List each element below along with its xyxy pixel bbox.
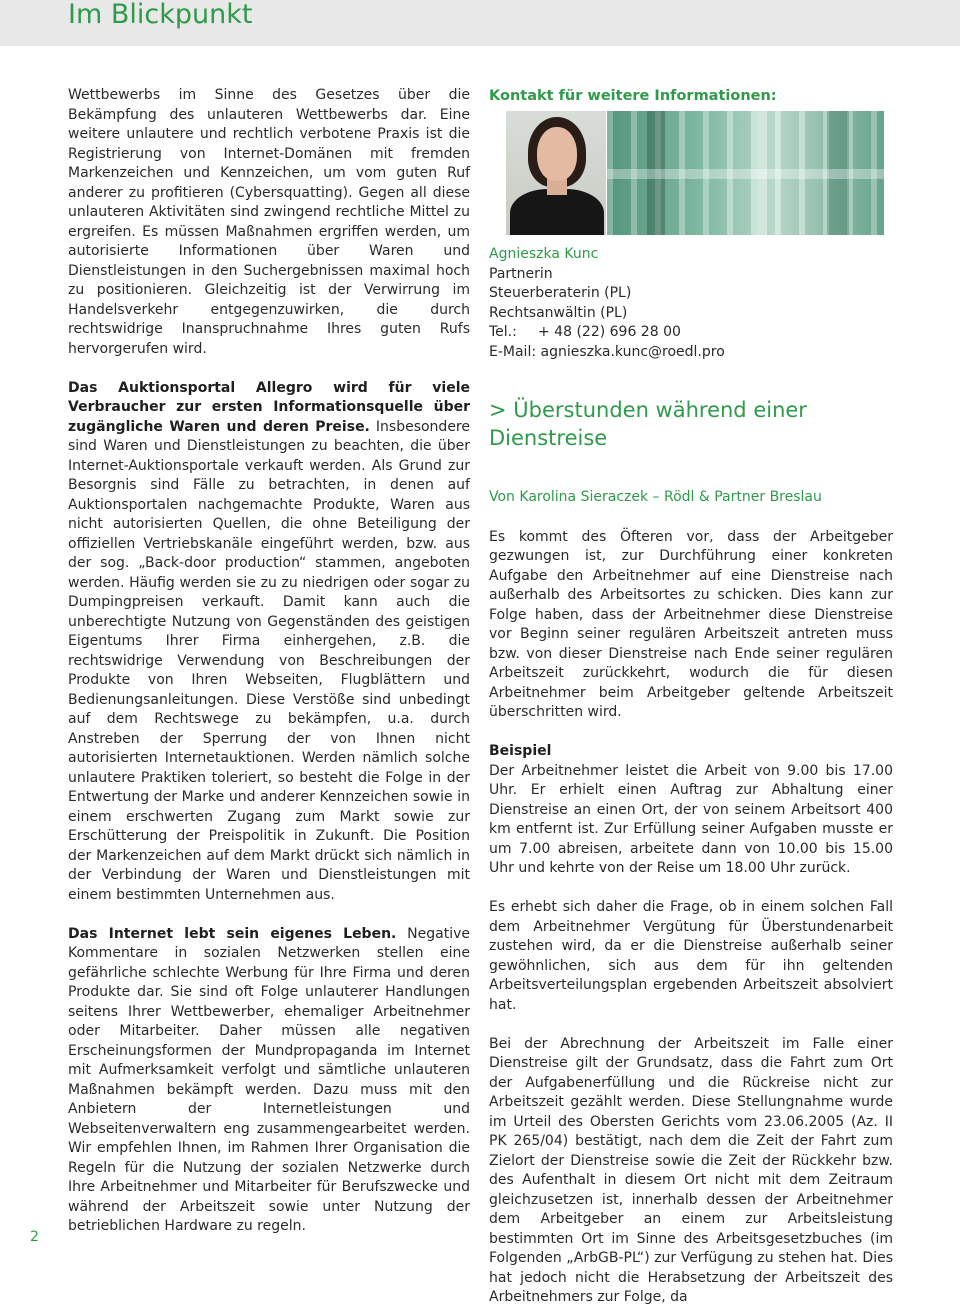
phone-value: + 48 (22) 696 28 00 <box>538 324 681 340</box>
paragraph: Es kommt des Öfteren vor, dass der Arbeitgeber gezwungen ist, zur Durchführung einer konkreten Aufgabe den Arbeitnehmer auf eine Dienstreise nach außerhalb des Arbeitsortes zu schicken. Dies kann zur Folge haben, dass der Arbeitnehmer diese Dienstreise vor Beginn seiner regulären Arbeitszeit antreten muss bzw. von dieser Dienstreise nach Ende seiner regulären Arbeitszeit zurückkehrt, wodurch die für diesen Arbeitnehmer beim Arbeitgeber geltende Arbeitszeit überschritten wird. <box>489 528 893 720</box>
contact-name: Agnieszka Kunc <box>489 246 599 262</box>
contact-details <box>489 245 893 362</box>
header-bar <box>0 0 960 46</box>
example-heading <box>489 742 893 762</box>
paragraph: Der Arbeitnehmer leistet die Arbeit von 9.00 bis 17.00 Uhr. Er erhielt einen Auftrag zur Abhaltung einer Dienstreise an einen Ort, der von seinem Arbeitsort 400 km entfernt ist. Zur Erfüllung seiner Aufgaben musste er um 7.00 abreisen, arbeitete dann von 10.00 bis 15.00 Uhr und kehrte von der Reise um 18.00 Uhr zurück. <box>489 762 893 876</box>
contact-portrait-photo <box>506 111 606 235</box>
paragraph-lead: Das Auktionsportal Allegro wird für viele Verbraucher zur ersten Informationsquelle über zugängliche Waren und deren Preise. <box>68 379 470 435</box>
email-value[interactable]: agnieszka.kunc@roedl.pro <box>540 343 725 360</box>
paragraph <box>68 925 470 1237</box>
contact-role: Rechtsanwältin (PL) <box>489 304 628 321</box>
left-column <box>68 86 470 1237</box>
email-label: E-Mail: <box>489 343 537 360</box>
paragraph: Wettbewerbs im Sinne des Gesetzes über die Bekämpfung des unlauteren Wettbewerbs dar. Eine weitere unlautere und rechtlich verbotene Praxis ist die Registrierung von Internet-Domänen mit fremden Markenzeichen und Kennzeichen, um vom guten Ruf anderer zu profitieren (Cybersquatting). Gegen all diese unlauteren Aktivitäten sind zwingend rechtliche Mittel zu ergreifen. Es müssen Maßnahmen ergriffen werden, um autorisierte Informationen über Waren und Dienstleistungen in den Suchergebnissen maximal hoch zu positionieren. Gleichzeitig ist der Verwirrung im Handelsverkehr entgegenzuwirken, die durch rechtswidrige Inanspruchnahme Ihres guten Rufs hervorgerufen wird. <box>68 87 470 357</box>
paragraph-text: Negative Kommentare in sozialen Netzwerken stellen eine gefährliche schlechte Werbung für Ihre Firma und deren Produkte dar. Sie sind oft Folge unlauterer Handlungen seitens Ihrer Wettbewerber, ehemaliger Arbeitnehmer oder Mitarbeiter. Daher müssen alle negativen Erscheinungsformen der Mundpropaganda im Internet mit Aufmerksamkeit verfolgt und sämtliche unlauteren Maßnahmen bekämpft werden. Dazu muss mit den Anbietern der Internetleistungen und Webseitenverwaltern eng zusammengearbeitet werden. Wir empfehlen Ihnen, im Rahmen Ihrer Organisation die Regeln für die Nutzung der sozialen Netzwerke durch Ihre Arbeitnehmer und Mitarbeiter für Berufszwecke und während der Arbeitszeit sowie unter Nutzung der betrieblichen Hardware zu regeln. <box>68 925 471 1234</box>
contact-email <box>489 343 893 363</box>
contact-phone <box>489 323 893 343</box>
contact-heading: Kontakt für weitere Informationen: <box>489 88 777 104</box>
right-column <box>489 86 893 1308</box>
article-byline: Von Karolina Sieraczek – Rödl & Partner Breslau <box>489 489 822 505</box>
paragraph: Es erhebt sich daher die Frage, ob in einem solchen Fall dem Arbeitnehmer Vergütung für Überstundenarbeit zustehen wird, da er die Dienstreise außerhalb seiner gewöhnlichen, sich aus dem für ihn geltenden Arbeitsverteilungsplan ergebenden Arbeitszeit absolviert hat. <box>489 899 893 1013</box>
paragraph-text: Insbesondere sind Waren und Dienstleistungen zu beachten, die über Internet-Auktionsportale verkauft werden. Als Grund zur Besorgnis sind Fälle zu betrachten, in denen auf Auktionsportalen nachgemachte Produkte, Waren aus nicht autorisierten Quellen, die ohne Beteiligung der offiziellen Vertriebskanäle eingeführt werden, bzw. aus der sog. „Back-door production“ stammen, angeboten werden. Häufig werden sie zu zu niedrigen oder sogar zu Dumpingpreisen verkauft. Damit kann auch die unberechtigte Nutzung von Gegenständen des geistigen Eigentums Ihrer Firma einhergehen, z.B. die rechtswidrige Verwendung von Beschreibungen der Produkte von Ihren Webseiten, Flugblättern und Bedienungsanleitungen. Diese Verstöße sind unbedingt auf dem Rechtswege zu bekämpfen, u.a. durch Anstreben der Sperrung der von Ihnen nicht autorisierten Internetauktionen. Werden nämlich solche unlautere Praktiken toleriert, so besteht die Folge in der Entwertung der Marke und anderer Kennzeichen sowie in einem erschwerten Zugang zum Markt sowie zur Erschütterung der Preispolitik in Zukunft. Die Position der Markenzeichen auf dem Markt drückt sich nämlich in der Verbindung der Waren und Dienstleistungen mit einem bestimmten Unternehmen aus. <box>68 418 470 903</box>
building-photo <box>607 111 884 235</box>
example-heading-text: Beispiel <box>489 743 552 759</box>
contact-images <box>489 111 893 235</box>
page-number: 2 <box>30 1229 39 1245</box>
contact-role: Steuerberaterin (PL) <box>489 285 632 301</box>
paragraph: Bei der Abrechnung der Arbeitszeit im Falle einer Dienstreise gilt der Grundsatz, dass die Fahrt zum Ort der Aufgabenerfüllung und die Rückreise nicht zur Arbeitszeit gezählt werden. Diese Stellungnahme wurde im Urteil des Obersten Gerichts vom 23.06.2005 (Az. II PK 265/04) bestätigt, nach dem die Zeit der Fahrt zum Zielort der Dienstreise sowie die Zeit der Rückkehr bzw. des Aufenthalt in diesem Ort nicht mit dem Zeitraum gleichzusetzen ist, innerhalb dessen der Arbeitnehmer dem Arbeitgeber an einem zur Arbeitsleistung bestimmten Ort im Sinne des Arbeitsgesetzbuches (im Folgenden „ArbGB-PL“) zur Verfügung zu stehen hat. Dies hat jedoch nicht die Herabsetzung der Arbeitszeit des Arbeitnehmers zur Folge, da <box>489 1035 893 1305</box>
paragraph-lead: Das Internet lebt sein eigenes Leben. <box>68 925 397 942</box>
article-title: > Überstunden während einer Dienstreise <box>489 398 807 450</box>
page-title: Im Blickpunkt <box>68 0 253 30</box>
contact-role: Partnerin <box>489 265 553 282</box>
phone-label: Tel.: <box>489 324 517 340</box>
paragraph <box>68 379 470 906</box>
